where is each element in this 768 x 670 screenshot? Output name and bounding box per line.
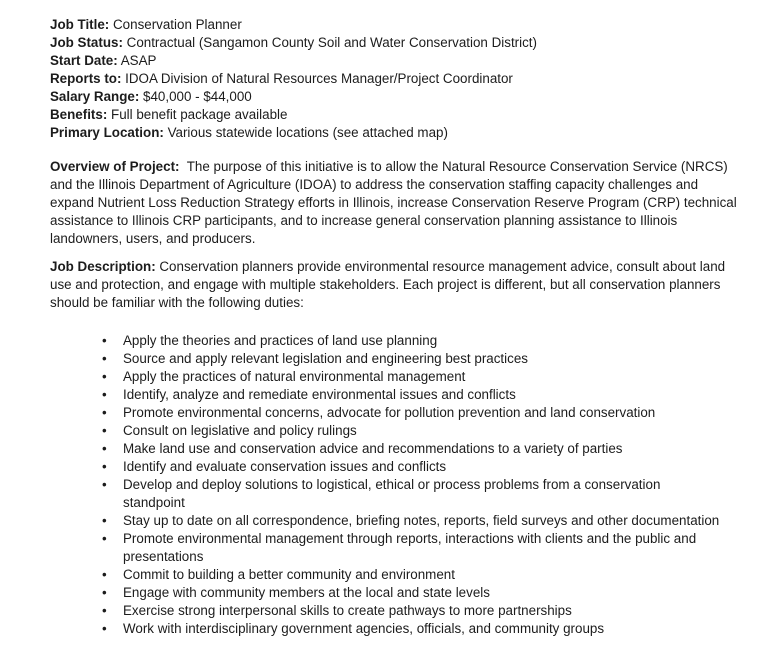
duty-text: presentations	[123, 549, 204, 564]
job-status-field	[50, 34, 748, 52]
duty-list-item	[50, 332, 748, 350]
field-value: $40,000 - $44,000	[139, 89, 252, 104]
duty-text: Commit to building a better community and environment	[123, 567, 455, 582]
field-value: Conservation Planner	[109, 17, 242, 32]
duty-list-item	[50, 530, 748, 566]
duty-list-item	[50, 368, 748, 386]
duty-list-item	[50, 350, 748, 368]
bullet-icon: •	[102, 477, 107, 492]
duty-text: standpoint	[123, 495, 185, 510]
duty-text: Stay up to date on all correspondence, briefing notes, reports, field surveys and other documentation	[123, 513, 720, 528]
duty-text: Source and apply relevant legislation and engineering best practices	[123, 351, 528, 366]
duty-text: Engage with community members at the local and state levels	[123, 585, 490, 600]
duty-text: Identify and evaluate conservation issues and conflicts	[123, 459, 447, 474]
duty-list-item	[50, 404, 748, 422]
field-value: Contractual (Sangamon County Soil and Water Conservation District)	[122, 35, 537, 50]
duty-list-item	[50, 566, 748, 584]
field-value: Various statewide locations (see attached map)	[163, 125, 448, 140]
bullet-icon: •	[102, 333, 107, 348]
duty-text: Exercise strong interpersonal skills to create pathways to more partnerships	[123, 603, 572, 618]
field-label: Reports to:	[50, 71, 122, 86]
field-label: Job Title:	[50, 17, 110, 32]
job-description-text: Conservation planners provide environmental resource management advice, consult about land	[155, 259, 726, 274]
duty-list-item	[50, 512, 748, 530]
duty-list-item	[50, 620, 748, 638]
field-label: Job Status:	[50, 35, 123, 50]
overview-line: landowners, users, and producers.	[50, 231, 256, 246]
duty-text: Make land use and conservation advice and recommendations to a variety of parties	[123, 441, 623, 456]
field-label: Salary Range:	[50, 89, 140, 104]
duty-list-item	[50, 422, 748, 440]
bullet-icon: •	[102, 405, 107, 420]
job-details-block	[50, 16, 748, 142]
field-value: ASAP	[117, 53, 157, 68]
duty-text: Consult on legislative and policy rulings	[123, 423, 357, 438]
duty-text: Apply the practices of natural environmental management	[123, 369, 466, 384]
salary-range-field	[50, 88, 748, 106]
job-description-line	[50, 258, 748, 276]
primary-location-field	[50, 124, 748, 142]
benefits-field	[50, 106, 748, 124]
bullet-icon: •	[102, 585, 107, 600]
duty-text: Promote environmental management through reports, interactions with clients and the public and	[123, 531, 697, 546]
duty-text: Work with interdisciplinary government agencies, officials, and community groups	[123, 621, 605, 636]
bullet-icon: •	[102, 423, 107, 438]
duty-text: Apply the theories and practices of land use planning	[123, 333, 438, 348]
bullet-icon: •	[102, 513, 107, 528]
job-description-line: use and protection, and engage with multiple stakeholders. Each project is different, but all conservation planners	[50, 277, 721, 292]
bullet-icon: •	[102, 621, 107, 636]
bullet-icon: •	[102, 567, 107, 582]
bullet-icon: •	[102, 387, 107, 402]
duties-list	[50, 332, 748, 638]
overview-line: expand Nutrient Loss Reduction Strategy efforts in Illinois, increase Conservation Reserve Program (CRP) technical	[50, 195, 737, 210]
overview-section	[50, 158, 748, 248]
duty-list-item	[50, 440, 748, 458]
job-description-label: Job Description:	[50, 259, 156, 274]
field-label: Primary Location:	[50, 125, 164, 140]
overview-line	[50, 158, 748, 176]
bullet-icon: •	[102, 441, 107, 456]
duty-list-item	[50, 584, 748, 602]
duty-text: Develop and deploy solutions to logistical, ethical or process problems from a conservation	[123, 477, 661, 492]
overview-label: Overview of Project:	[50, 159, 180, 174]
bullet-icon: •	[102, 531, 107, 546]
reports-to-field	[50, 70, 748, 88]
duty-text: Identify, analyze and remediate environmental issues and conflicts	[123, 387, 516, 402]
bullet-icon: •	[102, 369, 107, 384]
start-date-field	[50, 52, 748, 70]
field-value: Full benefit package available	[107, 107, 288, 122]
duty-list-item	[50, 602, 748, 620]
bullet-icon: •	[102, 459, 107, 474]
field-label: Benefits:	[50, 107, 108, 122]
overview-line: and the Illinois Department of Agriculture (IDOA) to address the conservation staffing capacity challenges and	[50, 177, 699, 192]
job-description-section	[50, 258, 748, 312]
duty-list-item	[50, 476, 748, 512]
duty-list-item	[50, 386, 748, 404]
duty-list-item	[50, 458, 748, 476]
field-value: IDOA Division of Natural Resources Manager/Project Coordinator	[121, 71, 513, 86]
field-label: Start Date:	[50, 53, 118, 68]
overview-text: The purpose of this initiative is to allow the Natural Resource Conservation Service (NRCS)	[179, 159, 728, 174]
overview-line: assistance to Illinois CRP participants, and to increase general conservation planning assistance to Illinois	[50, 213, 678, 228]
bullet-icon: •	[102, 603, 107, 618]
bullet-icon: •	[102, 351, 107, 366]
duty-text: Promote environmental concerns, advocate for pollution prevention and land conservation	[123, 405, 656, 420]
job-description-line: should be familiar with the following duties:	[50, 295, 304, 310]
job-title-field	[50, 16, 748, 34]
